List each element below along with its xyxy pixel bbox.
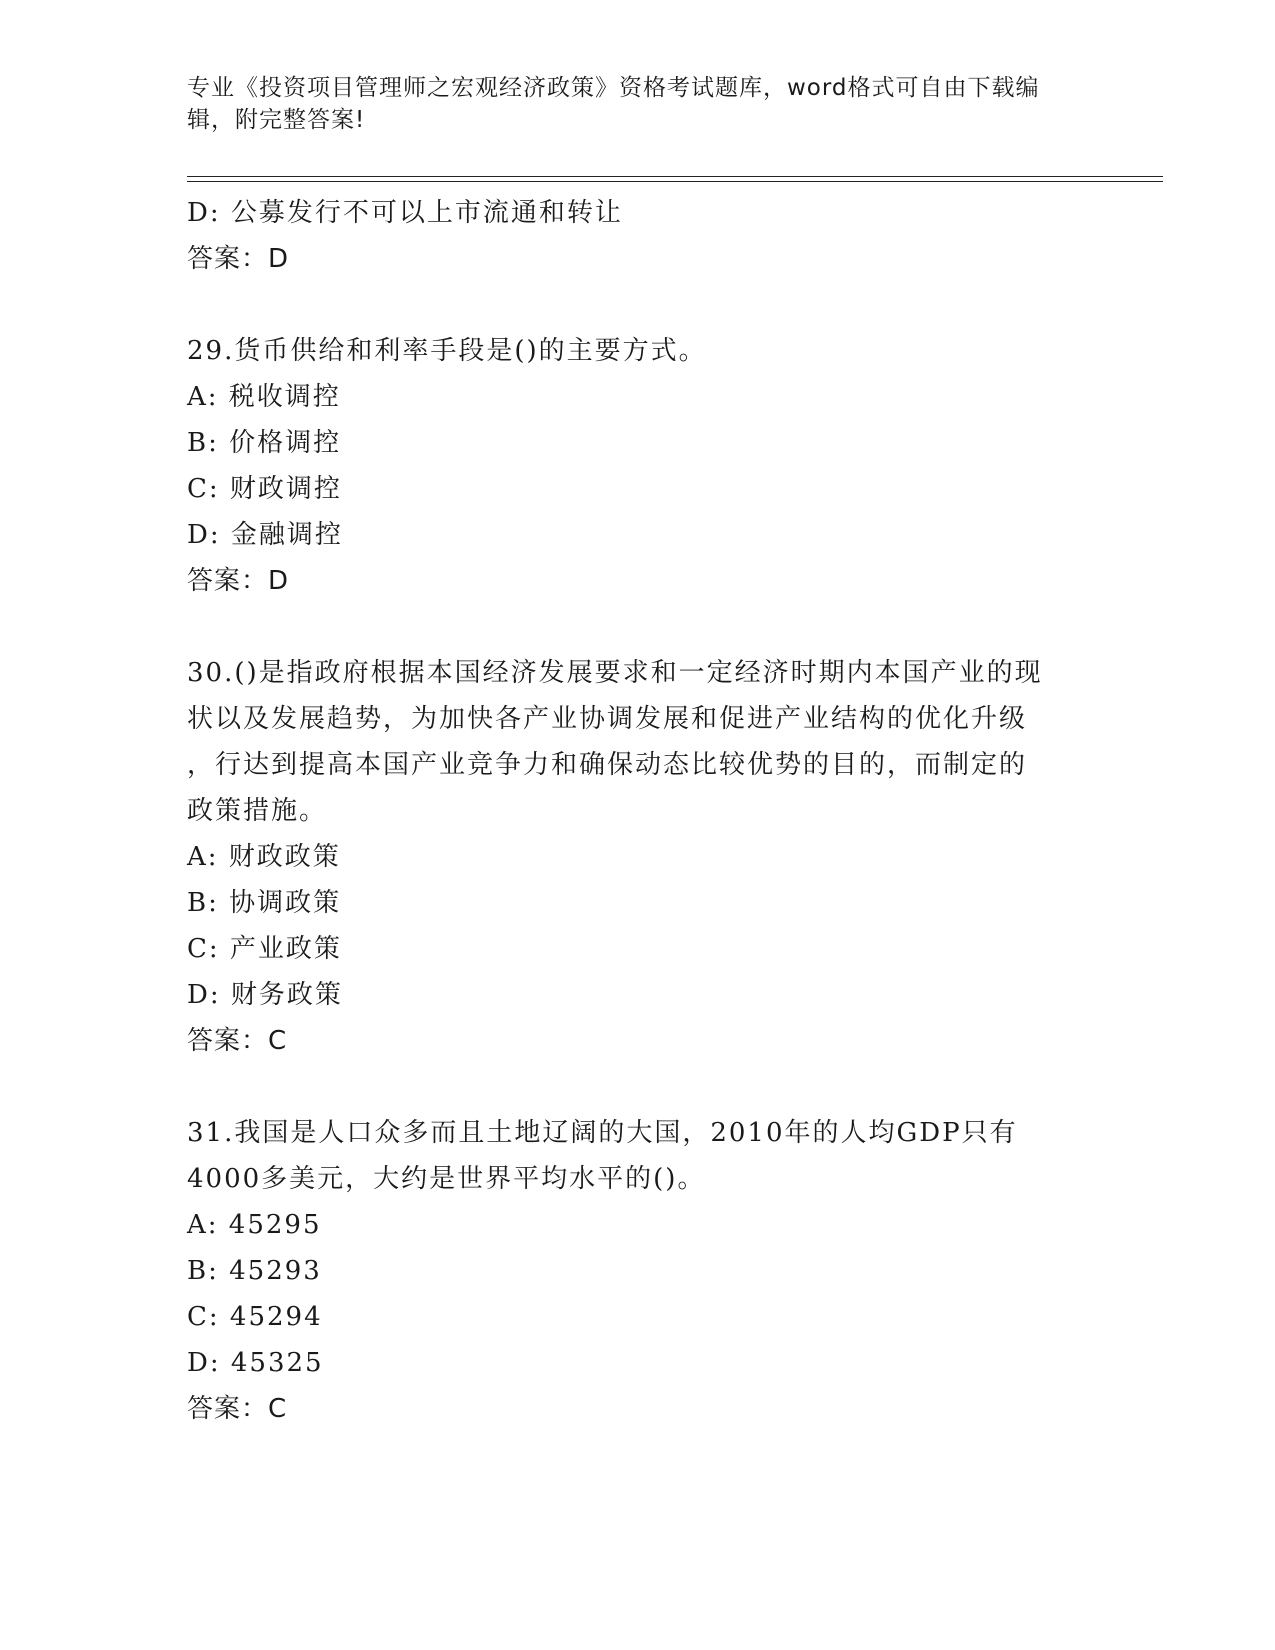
option-a: A: 税收调控 — [187, 382, 341, 412]
option-b: B: 协调政策 — [187, 888, 342, 918]
option-d: D: 财务政策 — [187, 980, 343, 1010]
option-b: B: 45293 — [187, 1256, 322, 1286]
spacer — [187, 282, 1087, 328]
option-c: C: 产业政策 — [187, 934, 342, 964]
option-c: C: 45294 — [187, 1302, 323, 1332]
question-stem-line-1: 30.()是指政府根据本国经济发展要求和一定经济时期内本国产业的现 — [187, 658, 1043, 688]
question-stem-line-2: 状以及发展趋势，为加快各产业协调发展和促进产业结构的优化升级 — [187, 704, 1028, 734]
question-stem: 29.货币供给和利率手段是()的主要方式。 — [187, 336, 707, 366]
spacer — [187, 1064, 1087, 1110]
option-b: B: 价格调控 — [187, 428, 342, 458]
option-c: C: 财政调控 — [187, 474, 342, 504]
question-stem-line-3: ，行达到提高本国产业竞争力和确保动态比较优势的目的，而制定的 — [187, 750, 1028, 780]
header-divider-bottom — [187, 181, 1163, 182]
option-a: A: 财政政策 — [187, 842, 341, 872]
option-d: D: 金融调控 — [187, 520, 343, 550]
answer: 答案：C — [187, 1026, 288, 1056]
header-divider-top — [187, 176, 1163, 177]
answer: 答案：D — [187, 244, 290, 274]
question-28-tail — [187, 190, 1087, 282]
header-line-1: 专业《投资项目管理师之宏观经济政策》资格考试题库，word格式可自由下载编 — [187, 75, 1040, 101]
option-d: D: 45325 — [187, 1348, 324, 1378]
question-30 — [187, 650, 1087, 1064]
header-line-2: 辑，附完整答案! — [187, 107, 366, 133]
question-stem-line-2: 4000多美元，大约是世界平均水平的()。 — [187, 1164, 706, 1194]
question-31 — [187, 1110, 1087, 1432]
spacer — [187, 604, 1087, 650]
option-a: A: 45295 — [187, 1210, 322, 1240]
question-29 — [187, 328, 1087, 604]
question-stem-line-4: 政策措施。 — [187, 796, 328, 826]
answer: 答案：C — [187, 1394, 288, 1424]
answer: 答案：D — [187, 566, 290, 596]
question-stem-line-1: 31.我国是人口众多而且土地辽阔的大国，2010年的人均GDP只有 — [187, 1118, 1018, 1148]
option-d: D: 公募发行不可以上市流通和转让 — [187, 198, 623, 228]
document-header — [187, 72, 1067, 136]
question-list — [187, 190, 1087, 1432]
